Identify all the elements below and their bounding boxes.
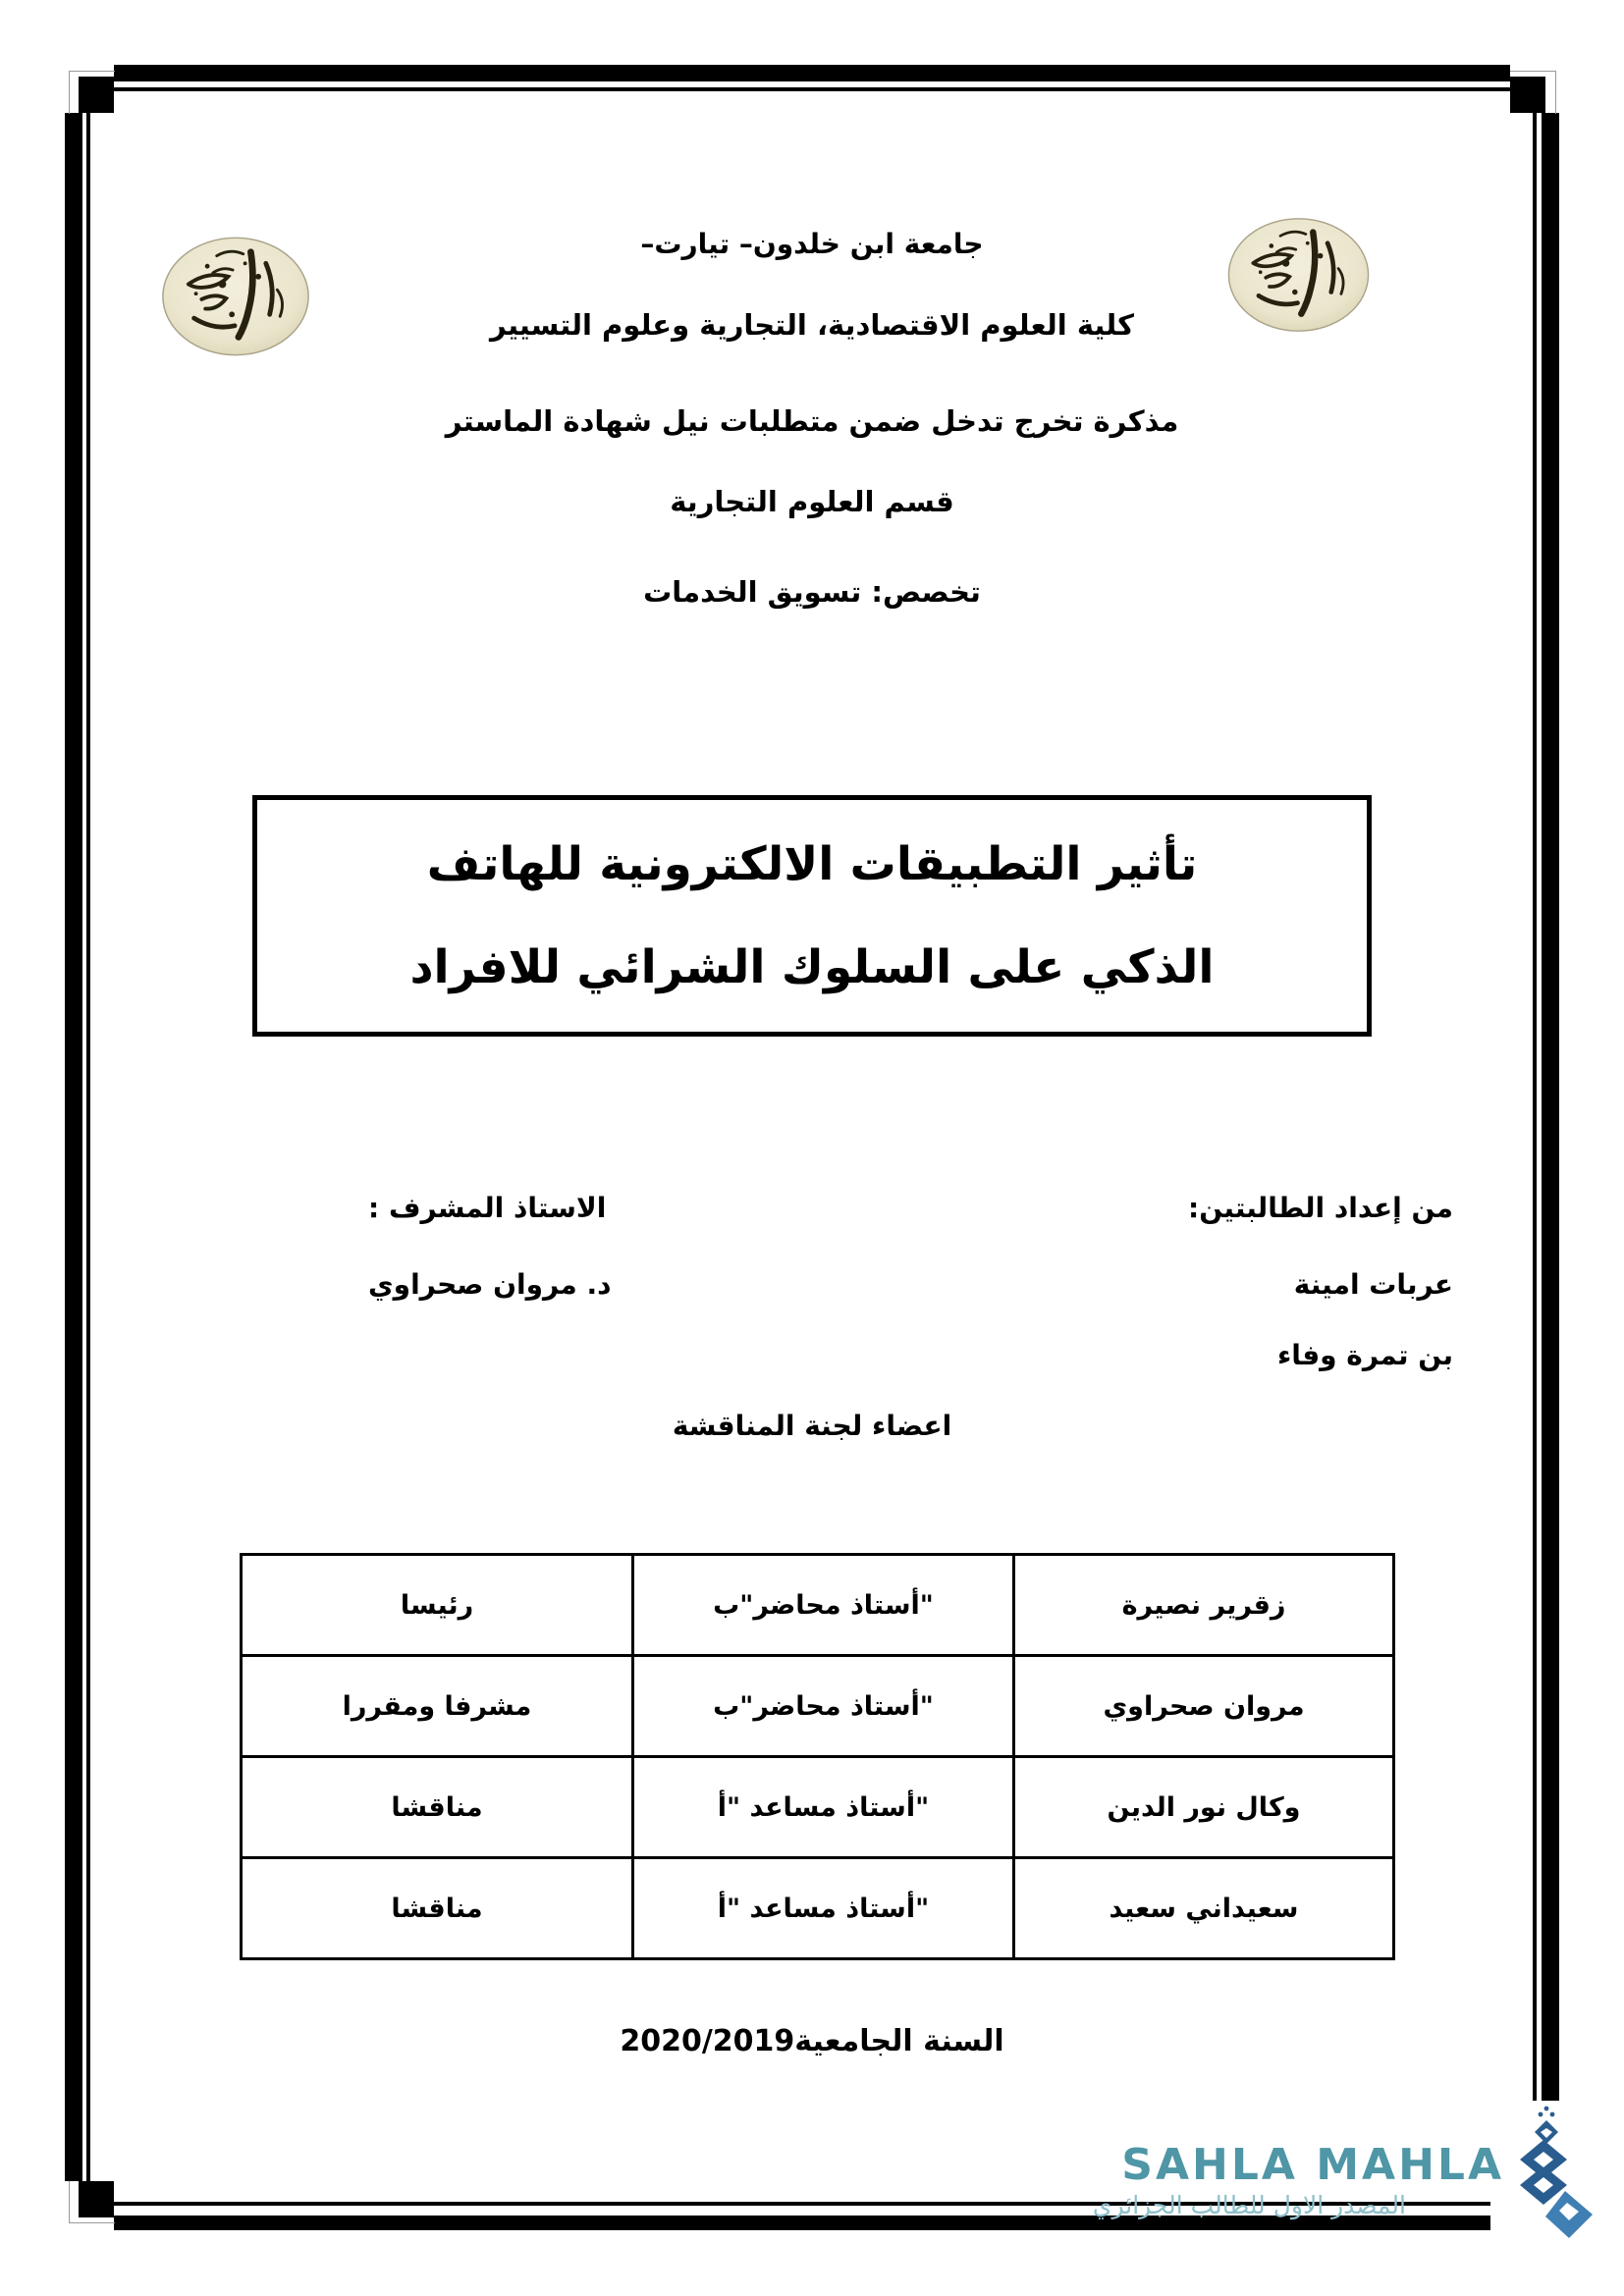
page-border-shadow-tl-v [69,71,70,114]
committee-member-role: رئيسا [242,1555,633,1656]
page-border-shadow-tl-h [69,71,115,72]
page-border-shadow-tr-v [1555,71,1556,114]
committee-member-name: وكال نور الدين [1014,1757,1394,1858]
supervisor-name: د. مروان صحراوي [368,1268,612,1301]
committee-member-rank: "أستاذ مساعد "أ [633,1757,1014,1858]
committee-member-rank: "أستاذ محاضر"ب [633,1555,1014,1656]
thesis-title-line-1: تأثير التطبيقات الالكترونية للهاتف [426,837,1198,891]
page-border-corner-bottom-left [79,2181,114,2217]
academic-year: السنة الجامعية2020/2019 [620,2024,1004,2058]
table-row [242,1656,1394,1757]
committee-member-rank: "أستاذ محاضر"ب [633,1656,1014,1757]
memo-line: مذكرة تخرج تدخل ضمن متطلبات نيل شهادة الماستر [445,404,1179,438]
page-border-corner-top-left [79,77,114,113]
sahla-mahla-logo-icon [1490,2101,1598,2243]
page-border-shadow-bl-h [69,2222,115,2223]
table-row [242,1555,1394,1656]
committee-member-role: مناقشا [242,1858,633,1959]
table-row [242,1757,1394,1858]
thesis-title-box [252,795,1372,1037]
watermark-tagline: المصدر الاول للطالب الجزائري [1092,2191,1406,2219]
committee-member-rank: "أستاذ مساعد "أ [633,1858,1014,1959]
page-border-shadow-tr-h [1510,71,1556,72]
specialty-line: تخصص: تسويق الخدمات [643,575,981,609]
faculty-name: كلية العلوم الاقتصادية، التجارية وعلوم التسيير [490,308,1134,342]
page-border-top-thick [114,65,1510,81]
students-label: من إعداد الطالبتين: [1188,1192,1453,1224]
committee-member-role: مناقشا [242,1757,633,1858]
page-border-corner-top-right [1510,77,1545,113]
page-border-top-thin [114,87,1510,91]
thesis-title-line-2: الذكي على السلوك الشرائي للافراد [409,940,1215,994]
committee-member-role: مشرفا ومقررا [242,1656,633,1757]
university-name: جامعة ابن خلدون– تيارت– [640,228,984,260]
committee-member-name: زقرير نصيرة [1014,1555,1394,1656]
page-border-shadow-bl-v [69,2181,70,2223]
committee-heading: اعضاء لجنة المناقشة [672,1410,952,1442]
committee-table [240,1553,1395,1960]
student-name-1: عربات امينة [1293,1268,1453,1301]
committee-member-name: سعيداني سعيد [1014,1858,1394,1959]
student-name-2: بن تمرة وفاء [1276,1339,1453,1371]
department-line: قسم العلوم التجارية [670,485,954,518]
table-row [242,1858,1394,1959]
supervisor-label: الاستاذ المشرف : [368,1192,607,1224]
committee-member-name: مروان صحراوي [1014,1656,1394,1757]
watermark-brand: SAHLA MAHLA [1121,2140,1504,2190]
